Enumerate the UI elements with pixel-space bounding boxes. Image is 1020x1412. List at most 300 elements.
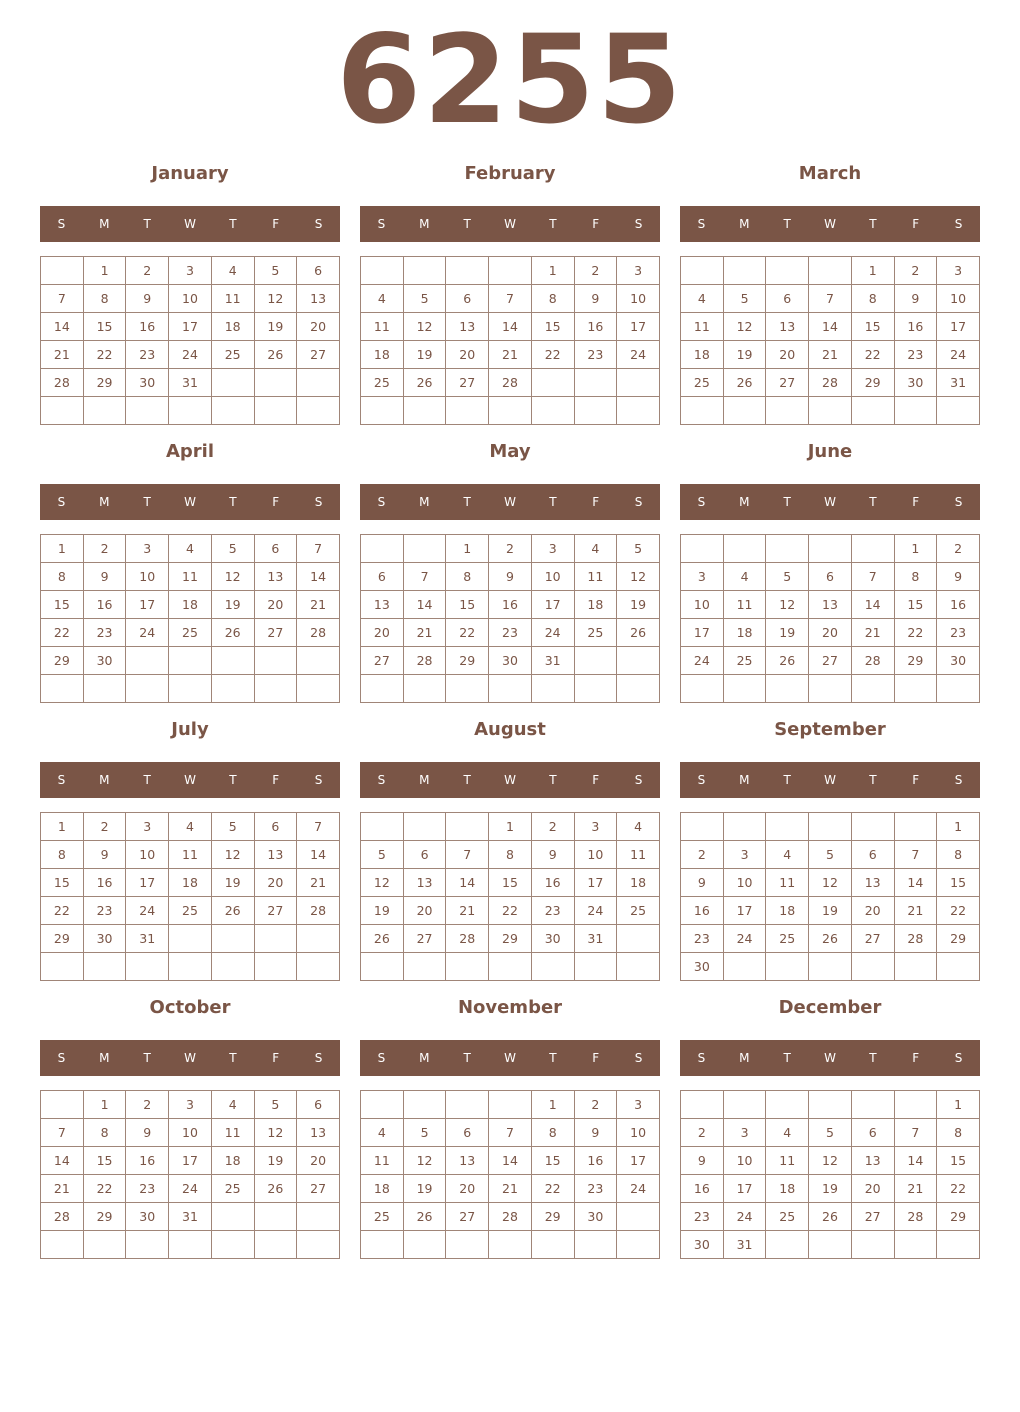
empty-cell	[211, 675, 254, 703]
day-cell: 7	[894, 841, 937, 869]
weekday-label: F	[272, 495, 280, 509]
day-grid	[360, 1090, 660, 1259]
day-cell: 22	[83, 1175, 126, 1203]
week-row	[41, 1231, 340, 1259]
empty-cell	[723, 535, 766, 563]
empty-cell	[403, 397, 446, 425]
week-row	[41, 369, 340, 397]
weekday-label: F	[912, 1051, 920, 1065]
weekday-label: M	[739, 773, 750, 787]
day-cell: 19	[809, 1175, 852, 1203]
day-cell: 5	[361, 841, 404, 869]
day-cell: 6	[446, 1119, 489, 1147]
day-cell: 23	[574, 341, 617, 369]
day-cell: 3	[617, 257, 660, 285]
empty-cell	[851, 813, 894, 841]
day-cell: 28	[297, 619, 340, 647]
empty-cell	[297, 925, 340, 953]
day-cell: 5	[617, 535, 660, 563]
day-cell: 13	[766, 313, 809, 341]
weekday-label: F	[592, 1051, 600, 1065]
day-cell: 18	[169, 591, 212, 619]
day-grid	[680, 534, 980, 703]
empty-cell	[681, 535, 724, 563]
weekday-header	[680, 762, 980, 798]
day-cell: 20	[766, 341, 809, 369]
day-cell: 11	[169, 841, 212, 869]
day-cell: 18	[681, 341, 724, 369]
empty-cell	[297, 647, 340, 675]
weekday-label: T	[143, 495, 151, 509]
empty-cell	[83, 953, 126, 981]
day-cell: 18	[617, 869, 660, 897]
day-cell: 23	[681, 1203, 724, 1231]
weekday-label: F	[272, 217, 280, 231]
day-cell: 3	[723, 1119, 766, 1147]
day-cell: 27	[851, 1203, 894, 1231]
empty-cell	[361, 397, 404, 425]
weekday-label: T	[143, 773, 151, 787]
week-row	[681, 563, 980, 591]
empty-cell	[617, 1231, 660, 1259]
day-cell: 25	[211, 341, 254, 369]
day-cell: 20	[297, 313, 340, 341]
empty-cell	[297, 1203, 340, 1231]
week-row	[681, 1231, 980, 1259]
month-title: December	[778, 997, 882, 1018]
empty-cell	[254, 675, 297, 703]
day-cell: 12	[809, 869, 852, 897]
weekday-header	[680, 1040, 980, 1076]
week-row	[361, 257, 660, 285]
day-cell: 21	[403, 619, 446, 647]
day-grid	[40, 1090, 340, 1259]
empty-cell	[617, 925, 660, 953]
day-cell: 6	[254, 813, 297, 841]
week-row	[681, 841, 980, 869]
day-cell: 1	[531, 257, 574, 285]
day-cell: 15	[446, 591, 489, 619]
weekday-label: S	[634, 495, 643, 509]
week-row	[361, 619, 660, 647]
day-cell: 20	[403, 897, 446, 925]
day-cell: 20	[254, 869, 297, 897]
week-row	[41, 1203, 340, 1231]
day-cell: 24	[681, 647, 724, 675]
empty-cell	[894, 813, 937, 841]
empty-cell	[211, 397, 254, 425]
empty-cell	[894, 397, 937, 425]
empty-cell	[851, 535, 894, 563]
day-cell: 8	[531, 285, 574, 313]
week-row	[41, 257, 340, 285]
day-cell: 25	[169, 619, 212, 647]
week-row	[41, 647, 340, 675]
week-row	[41, 675, 340, 703]
day-cell: 22	[446, 619, 489, 647]
empty-cell	[809, 675, 852, 703]
day-cell: 28	[403, 647, 446, 675]
week-row	[41, 313, 340, 341]
day-cell: 29	[937, 1203, 980, 1231]
weekday-label: W	[504, 1051, 516, 1065]
day-cell: 4	[723, 563, 766, 591]
day-cell: 10	[126, 563, 169, 591]
day-cell: 10	[681, 591, 724, 619]
weekday-label: M	[419, 495, 430, 509]
day-cell: 17	[169, 313, 212, 341]
empty-cell	[723, 397, 766, 425]
day-cell: 14	[297, 563, 340, 591]
day-cell: 25	[574, 619, 617, 647]
weekday-label: S	[954, 1051, 963, 1065]
day-cell: 6	[254, 535, 297, 563]
weekday-label: T	[869, 217, 877, 231]
day-cell: 6	[851, 841, 894, 869]
day-cell: 28	[41, 1203, 84, 1231]
day-cell: 13	[851, 869, 894, 897]
day-grid	[40, 256, 340, 425]
empty-cell	[254, 397, 297, 425]
day-cell: 24	[531, 619, 574, 647]
weekday-label: S	[634, 1051, 643, 1065]
day-cell: 30	[489, 647, 532, 675]
weekday-label: T	[783, 495, 791, 509]
day-cell: 15	[894, 591, 937, 619]
weekday-label: F	[912, 773, 920, 787]
week-row	[681, 953, 980, 981]
day-cell: 29	[83, 1203, 126, 1231]
day-cell: 19	[211, 591, 254, 619]
week-row	[681, 1203, 980, 1231]
empty-cell	[681, 1091, 724, 1119]
empty-cell	[446, 397, 489, 425]
year-title: 6255	[336, 9, 684, 151]
day-cell: 21	[297, 591, 340, 619]
day-cell: 31	[574, 925, 617, 953]
week-row	[681, 341, 980, 369]
day-cell: 13	[446, 1147, 489, 1175]
day-cell: 13	[297, 1119, 340, 1147]
day-cell: 8	[41, 841, 84, 869]
day-cell: 26	[403, 1203, 446, 1231]
weekday-header	[360, 484, 660, 520]
day-cell: 4	[361, 1119, 404, 1147]
empty-cell	[254, 925, 297, 953]
day-cell: 28	[446, 925, 489, 953]
weekday-label: T	[463, 495, 471, 509]
week-row	[41, 1147, 340, 1175]
week-row	[361, 925, 660, 953]
day-cell: 16	[574, 313, 617, 341]
day-grid	[40, 534, 340, 703]
day-cell: 7	[403, 563, 446, 591]
day-grid	[680, 256, 980, 425]
day-cell: 28	[489, 1203, 532, 1231]
day-cell: 14	[894, 1147, 937, 1175]
day-cell: 8	[446, 563, 489, 591]
day-cell: 14	[851, 591, 894, 619]
day-cell: 13	[254, 563, 297, 591]
empty-cell	[809, 1231, 852, 1259]
day-cell: 10	[169, 285, 212, 313]
day-cell: 13	[254, 841, 297, 869]
empty-cell	[681, 257, 724, 285]
day-cell: 5	[211, 535, 254, 563]
weekday-label: T	[783, 1051, 791, 1065]
day-cell: 28	[851, 647, 894, 675]
day-cell: 17	[531, 591, 574, 619]
day-cell: 17	[617, 313, 660, 341]
day-cell: 30	[83, 925, 126, 953]
day-cell: 13	[446, 313, 489, 341]
day-cell: 16	[83, 591, 126, 619]
week-row	[681, 869, 980, 897]
day-cell: 5	[766, 563, 809, 591]
day-cell: 15	[83, 1147, 126, 1175]
day-cell: 16	[489, 591, 532, 619]
day-cell: 18	[211, 1147, 254, 1175]
day-cell: 8	[489, 841, 532, 869]
empty-cell	[766, 1231, 809, 1259]
day-cell: 22	[937, 1175, 980, 1203]
empty-cell	[446, 953, 489, 981]
day-cell: 10	[937, 285, 980, 313]
empty-cell	[361, 1091, 404, 1119]
day-cell: 18	[766, 1175, 809, 1203]
empty-cell	[723, 257, 766, 285]
day-cell: 27	[446, 1203, 489, 1231]
day-cell: 30	[894, 369, 937, 397]
day-cell: 2	[894, 257, 937, 285]
empty-cell	[446, 1091, 489, 1119]
month-title: July	[171, 719, 209, 740]
empty-cell	[297, 675, 340, 703]
weekday-label: S	[314, 773, 323, 787]
day-cell: 2	[681, 1119, 724, 1147]
day-cell: 7	[297, 813, 340, 841]
day-cell: 12	[254, 1119, 297, 1147]
empty-cell	[211, 1203, 254, 1231]
weekday-label: F	[912, 217, 920, 231]
day-cell: 30	[574, 1203, 617, 1231]
empty-cell	[766, 257, 809, 285]
month-title: September	[774, 719, 886, 740]
weekday-label: S	[314, 217, 323, 231]
empty-cell	[851, 1091, 894, 1119]
week-row	[361, 675, 660, 703]
day-cell: 9	[574, 1119, 617, 1147]
weekday-label: M	[739, 217, 750, 231]
day-cell: 21	[297, 869, 340, 897]
weekday-label: F	[272, 1051, 280, 1065]
day-cell: 17	[723, 897, 766, 925]
day-cell: 2	[937, 535, 980, 563]
day-cell: 1	[83, 257, 126, 285]
day-cell: 7	[851, 563, 894, 591]
weekday-label: W	[824, 773, 836, 787]
month-title: January	[151, 163, 229, 184]
day-cell: 5	[211, 813, 254, 841]
day-cell: 20	[446, 341, 489, 369]
day-cell: 3	[937, 257, 980, 285]
empty-cell	[531, 953, 574, 981]
week-row	[361, 341, 660, 369]
day-cell: 12	[617, 563, 660, 591]
empty-cell	[809, 397, 852, 425]
day-cell: 29	[446, 647, 489, 675]
day-cell: 15	[851, 313, 894, 341]
day-cell: 18	[361, 341, 404, 369]
day-cell: 3	[574, 813, 617, 841]
day-cell: 14	[41, 1147, 84, 1175]
empty-cell	[851, 1231, 894, 1259]
empty-cell	[297, 953, 340, 981]
day-cell: 3	[126, 535, 169, 563]
day-cell: 5	[403, 1119, 446, 1147]
empty-cell	[169, 647, 212, 675]
empty-cell	[41, 675, 84, 703]
day-cell: 16	[126, 1147, 169, 1175]
weekday-label: T	[783, 217, 791, 231]
day-cell: 4	[766, 1119, 809, 1147]
weekday-label: T	[463, 1051, 471, 1065]
empty-cell	[617, 1203, 660, 1231]
day-cell: 21	[851, 619, 894, 647]
empty-cell	[489, 1091, 532, 1119]
week-row	[41, 925, 340, 953]
day-cell: 20	[851, 897, 894, 925]
empty-cell	[403, 953, 446, 981]
day-cell: 14	[41, 313, 84, 341]
day-cell: 6	[851, 1119, 894, 1147]
week-row	[361, 1231, 660, 1259]
day-cell: 14	[894, 869, 937, 897]
empty-cell	[809, 535, 852, 563]
day-cell: 8	[83, 1119, 126, 1147]
weekday-label: S	[57, 1051, 66, 1065]
day-cell: 14	[809, 313, 852, 341]
day-cell: 26	[254, 341, 297, 369]
empty-cell	[681, 813, 724, 841]
weekday-label: S	[697, 495, 706, 509]
day-cell: 15	[937, 869, 980, 897]
day-cell: 16	[681, 1175, 724, 1203]
day-cell: 6	[403, 841, 446, 869]
empty-cell	[446, 257, 489, 285]
empty-cell	[41, 953, 84, 981]
empty-cell	[723, 953, 766, 981]
weekday-label: W	[184, 1051, 196, 1065]
empty-cell	[83, 1231, 126, 1259]
weekday-label: T	[869, 495, 877, 509]
empty-cell	[809, 813, 852, 841]
day-cell: 11	[681, 313, 724, 341]
day-cell: 6	[766, 285, 809, 313]
weekday-label: T	[783, 773, 791, 787]
weekday-label: T	[229, 773, 237, 787]
day-cell: 31	[126, 925, 169, 953]
empty-cell	[211, 647, 254, 675]
weekday-label: T	[143, 1051, 151, 1065]
weekday-label: S	[377, 773, 386, 787]
empty-cell	[446, 675, 489, 703]
day-cell: 16	[531, 869, 574, 897]
weekday-label: F	[592, 495, 600, 509]
day-cell: 23	[574, 1175, 617, 1203]
day-cell: 9	[574, 285, 617, 313]
empty-cell	[446, 1231, 489, 1259]
day-cell: 23	[531, 897, 574, 925]
day-cell: 20	[809, 619, 852, 647]
empty-cell	[489, 1231, 532, 1259]
week-row	[41, 813, 340, 841]
weekday-header	[680, 206, 980, 242]
day-cell: 21	[446, 897, 489, 925]
day-cell: 19	[254, 1147, 297, 1175]
weekday-label: M	[99, 773, 110, 787]
day-cell: 14	[403, 591, 446, 619]
week-row	[361, 397, 660, 425]
empty-cell	[254, 953, 297, 981]
month-title: August	[474, 719, 546, 740]
week-row	[361, 313, 660, 341]
weekday-header	[360, 206, 660, 242]
empty-cell	[894, 675, 937, 703]
empty-cell	[169, 925, 212, 953]
day-cell: 23	[681, 925, 724, 953]
day-cell: 17	[126, 869, 169, 897]
day-grid	[40, 812, 340, 981]
day-cell: 16	[894, 313, 937, 341]
week-row	[681, 369, 980, 397]
empty-cell	[489, 675, 532, 703]
empty-cell	[126, 675, 169, 703]
week-row	[361, 647, 660, 675]
day-cell: 9	[83, 841, 126, 869]
day-cell: 29	[531, 1203, 574, 1231]
empty-cell	[254, 647, 297, 675]
week-row	[41, 563, 340, 591]
day-cell: 13	[809, 591, 852, 619]
day-cell: 12	[809, 1147, 852, 1175]
day-cell: 24	[169, 1175, 212, 1203]
day-cell: 2	[126, 1091, 169, 1119]
empty-cell	[297, 397, 340, 425]
day-cell: 23	[937, 619, 980, 647]
empty-cell	[169, 397, 212, 425]
day-cell: 17	[937, 313, 980, 341]
day-cell: 23	[83, 897, 126, 925]
day-cell: 12	[211, 841, 254, 869]
weekday-header	[680, 484, 980, 520]
day-cell: 9	[681, 1147, 724, 1175]
week-row	[361, 897, 660, 925]
week-row	[41, 619, 340, 647]
day-cell: 29	[937, 925, 980, 953]
weekday-label: F	[592, 217, 600, 231]
day-cell: 12	[403, 1147, 446, 1175]
day-cell: 26	[361, 925, 404, 953]
month-title: March	[798, 163, 862, 184]
day-cell: 17	[723, 1175, 766, 1203]
day-cell: 1	[41, 535, 84, 563]
day-cell: 2	[574, 257, 617, 285]
day-cell: 11	[617, 841, 660, 869]
day-cell: 13	[403, 869, 446, 897]
weekday-label: M	[99, 1051, 110, 1065]
day-cell: 15	[41, 591, 84, 619]
